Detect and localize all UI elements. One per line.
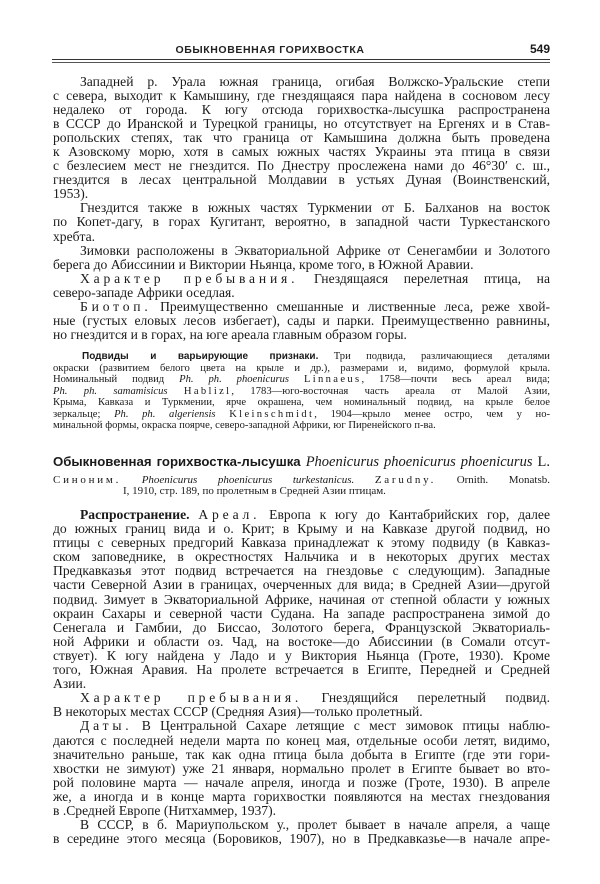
text-segment: Преимущественно смешанные и лиственные леса, реже хвой- — [151, 298, 550, 314]
species-heading — [53, 454, 550, 471]
text-segment — [289, 374, 304, 385]
text-segment: Гнездящийся перелетный подвид. — [302, 690, 550, 706]
text-line — [53, 677, 550, 691]
text-segment: птицы с северных предгорий Кавказа принадлежат к этому подвиду (в Кавказ- — [53, 535, 550, 551]
text-line — [53, 635, 550, 649]
text-segment: Три подвида, различающиеся деталями — [318, 351, 550, 362]
text-segment: до южных границ вида и о. Крит; в Крыму и на Кавказе другой подвид, но — [53, 521, 550, 537]
species-name-ru: Обыкновенная горихвостка-лысушка — [53, 454, 301, 469]
text-line — [53, 550, 550, 564]
distribution-text — [53, 508, 550, 846]
text-line — [53, 215, 550, 229]
text-line — [53, 103, 550, 117]
text-line — [53, 131, 550, 145]
text-segment: но гнездится и в горах, на юге ареала главным образом горы. — [53, 326, 407, 342]
text-segment: Азии. — [53, 676, 87, 692]
text-segment: в СССР до Иранской и Турецкой границы, но отсутствует на Ергенях и в Став- — [53, 116, 550, 132]
text-line — [53, 804, 550, 818]
text-segment: Зимовки расположены в Экваториальной Африке от Сенегамбии и Золотого — [80, 242, 550, 258]
text-segment: Номинальный подвид — [53, 374, 180, 385]
text-segment: В СССР, в б. Мариупольском у., пролет бывает в начале апреля, а чаще — [80, 817, 550, 833]
text-line — [53, 420, 550, 432]
text-segment: Сенегала и Гамбии, до Биссао, Золотого берега, Французской Экваториаль- — [53, 619, 550, 635]
text-line — [53, 649, 550, 663]
synonym-block — [53, 475, 550, 496]
text-segment: Гнездящаяся перелетная птица, на — [298, 270, 550, 286]
species-author: L. — [537, 454, 551, 470]
text-segment: подвид. Зимует в Экваториальной Африке, начиная от степной области у южных — [53, 591, 550, 607]
text-line — [53, 818, 550, 832]
text-segment: к Азовскому морю, хотя в самых южных частях Украины эта птица в связи — [53, 144, 550, 160]
synonym-author: Zarudny. — [374, 474, 437, 486]
text-segment: с севера, выходит к Камышину, где гнездящаяся пара найдена в сосновом лесу — [53, 88, 550, 104]
text-segment: значительно раньше, так как одна птица была добыта в Египте (где эти гори- — [53, 746, 550, 762]
synonym-name: Phoenicurus phoenicurus turkestanicus. — [141, 474, 355, 486]
latin-name: Ph. ph. phoenicurus — [179, 374, 290, 385]
text-segment: ском заповеднике, в окрестностях Нальчика и в некоторых других местах — [53, 549, 550, 565]
text-line — [53, 386, 550, 398]
text-segment: берега до Абиссинии и Виктории Ньянца, кроме того, в Южной Аравии. — [53, 256, 474, 272]
text-line — [53, 748, 550, 762]
text-line — [53, 663, 550, 677]
text-line — [53, 734, 550, 748]
text-line — [53, 790, 550, 804]
text-line — [53, 397, 550, 409]
text-segment: Западней р. Урала южная граница, огибая Волжско-Уральские степи — [80, 74, 550, 89]
synonym-label: Синоним. — [53, 474, 122, 486]
text-segment: с безлесием мест не гнездится. По Днестру прослежена нами до 46°30′ с. ш., — [53, 158, 550, 174]
text-segment: Гнездится также в южных частях Туркмении от Б. Балханов на восток — [80, 200, 550, 216]
running-header-title: ОБЫКНОВЕННАЯ ГОРИХВОСТКА — [175, 44, 365, 56]
text-line — [53, 409, 550, 421]
text-segment: по Копет-дагу, в горах Кугитант, вероятно, в западной части Туркестанского — [53, 214, 550, 230]
text-line — [53, 578, 550, 592]
text-segment — [168, 386, 184, 397]
text-line — [53, 286, 550, 300]
text-segment: В Центральной Сахаре летящие с мест зимовок птицы наблю- — [132, 718, 550, 734]
text-line — [53, 230, 550, 244]
text-line — [53, 762, 550, 776]
text-line — [53, 328, 550, 342]
text-line — [53, 272, 550, 286]
text-line — [53, 691, 550, 705]
text-line — [53, 621, 550, 635]
text-segment: Крыма, Кавказа и Туркмении, ярче окрашена, чем номинальный подвид, на крыле белое — [53, 397, 550, 408]
text-segment: рой половине марта — начале апреля, иногда и позже (Гроте, 1930). В апреле — [53, 774, 550, 790]
synonym-reference: Ornith. Monatsb. — [456, 474, 550, 486]
text-line — [53, 244, 550, 258]
latin-name: Ph. ph. samamisicus — [53, 385, 168, 397]
spaced-term: Kleinschmidt — [229, 408, 315, 420]
text-segment: Европа к югу до Кантабрийских гор, далее — [260, 507, 551, 522]
text-segment: Предкавказья этот подвид встречается на гнездовье с следующим). Западные — [53, 563, 550, 579]
text-line — [53, 719, 550, 733]
text-segment: гнездится в лесах центральной Молдавии в устьях Дуная (Воинственский, — [53, 172, 550, 188]
text-segment: окраски (развитием белого цвета на крыле и др.), размерами и, видимо, формулой крыла. — [53, 362, 550, 374]
text-line — [53, 258, 550, 272]
text-segment: зеркальце; — [53, 408, 115, 420]
text-segment: окраин Сахары и северной части Судана. На западе распространена зимой до — [53, 605, 550, 621]
text-line — [53, 159, 550, 173]
text-line — [53, 300, 550, 314]
bold-term: Подвиды и варьирующие признаки. — [82, 351, 319, 362]
spaced-term: Hablizl — [183, 385, 232, 397]
text-line — [53, 564, 550, 578]
subspecies-note — [53, 351, 550, 432]
text-segment: ные (густых еловых лесов избегает), сады и парки. Преимущественно равнины, — [53, 312, 550, 328]
spaced-term: Характер пребывания. — [80, 270, 299, 286]
page-number: 549 — [529, 42, 550, 56]
text-line — [53, 536, 550, 550]
text-segment: ной Африки и области оз. Чад, на востоке—до Абиссинии (в Сомали отсут- — [53, 633, 550, 649]
text-line — [53, 522, 550, 536]
latin-name: Ph. ph. algeriensis — [114, 408, 216, 420]
text-line — [53, 363, 550, 375]
text-segment — [216, 409, 230, 420]
text-line — [53, 607, 550, 621]
text-line — [53, 508, 550, 522]
text-segment: , 1783—юго-восточная часть ареала от Малой Азии, — [231, 385, 550, 397]
text-segment: недалеко от города. К югу отсюда горихвостка-лысушка распространена — [53, 102, 550, 118]
bold-term: Распространение. — [80, 507, 190, 522]
text-segment: , 1904—крыло менее остро, чем у но- — [314, 408, 551, 420]
spaced-term: Биотоп. — [80, 298, 152, 314]
text-segment: ропольских степях, так что граница от Камышина должна быть проведена — [53, 130, 550, 146]
spaced-term: Характер пребывания. — [80, 690, 303, 706]
text-segment: в .Средней Европе (Нитхаммер, 1937). — [53, 802, 277, 818]
text-line — [53, 832, 550, 846]
text-segment: хребта. — [53, 228, 96, 244]
text-line — [53, 75, 550, 89]
text-line — [53, 314, 550, 328]
synonym-reference-detail: I, 1910, стр. 189, по пролетным в Средней Азии птицам. — [123, 484, 386, 497]
text-line — [53, 776, 550, 790]
text-line — [53, 145, 550, 159]
text-segment: даются с последней недели марта по конец мая, отдельные особи летят, видимо, — [53, 732, 550, 748]
text-line — [53, 201, 550, 215]
text-segment: же, а иногда и в конце марта горихвостки появляются на местах гнездования — [53, 788, 550, 804]
spaced-term: Ареал. — [198, 507, 261, 522]
species-name-latin: Phoenicurus phoenicurus phoenicurus — [305, 454, 533, 470]
text-segment: северо-западе Африки оседлая. — [53, 284, 235, 300]
text-segment: , 1758—почти весь ареал вида; — [361, 374, 550, 385]
range-continuation-text — [53, 75, 550, 342]
text-line — [53, 593, 550, 607]
text-segment: в середине этого месяца (Боровиков, 1907), но в Предкавказье—в начале апре- — [53, 831, 550, 847]
text-line — [53, 173, 550, 187]
text-line — [53, 89, 550, 103]
text-line — [53, 705, 550, 719]
text-line — [53, 187, 550, 201]
text-segment: минальной формы, окраска поярче, северо-западной Африки, юг Пиренейского п-ва. — [53, 420, 436, 431]
text-segment: того, Южная Аравия. На пролете встречается в Египте, Передней и Средней — [53, 662, 550, 678]
text-segment: ствует). К югу найдена у Ладо и у Виктория Ньянца (Гроте, 1930). Кроме — [53, 647, 550, 663]
text-segment: хвостки не зимуют) уже 21 января, нормально пролет в Египте бывает во вто- — [53, 760, 550, 776]
text-segment: части Северной Азии в границах, очерченных для вида; в Средней Азии—другой — [53, 577, 550, 593]
text-line — [53, 351, 550, 363]
text-line — [53, 374, 550, 386]
spaced-term: Linnaeus — [303, 374, 362, 385]
text-segment: 1953). — [53, 186, 89, 202]
text-segment: В некоторых местах СССР (Средняя Азия)—только пролетный. — [53, 704, 423, 720]
spaced-term: Даты. — [80, 718, 133, 734]
text-line — [53, 117, 550, 131]
header-rule — [52, 59, 550, 63]
